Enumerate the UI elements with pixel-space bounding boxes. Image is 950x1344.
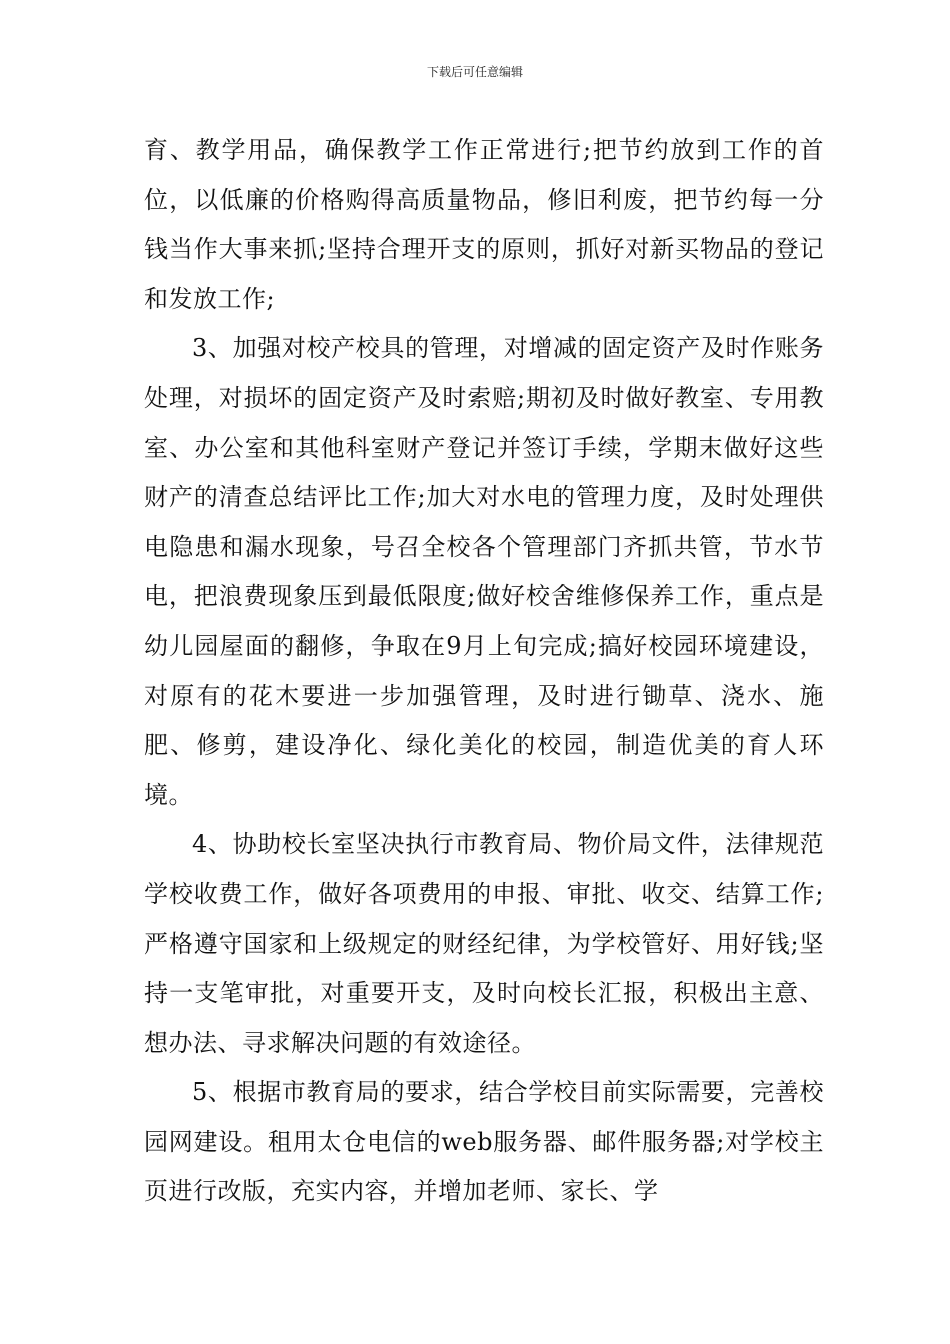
paragraph-item-5: 5、根据市教育局的要求，结合学校目前实际需要，完善校园网建设。租用太仓电信的web服务器、邮件服务器;对学校主页进行改版，充实内容，并增加老师、家长、学 [144, 1078, 824, 1206]
document-body [144, 126, 824, 1217]
paragraph-item-3: 3、加强对校产校具的管理，对增减的固定资产及时作账务处理，对损坏的固定资产及时索赔;期初及时做好教室、专用教室、办公室和其他科室财产登记并签订手续，学期末做好这些财产的清查总结评比工作;加大对水电的管理力度，及时处理供电隐患和漏水现象，号召全校各个管理部门齐抓共管，节水节电，把浪费现象压到最低限度;做好校舍维修保养工作，重点是幼儿园屋面的翻修，争取在9月上旬完成;搞好校园环境建设，对原有的花木要进一步加强管理，及时进行锄草、浇水、施肥、修剪，建设净化、绿化美化的校园，制造优美的育人环境。 [144, 334, 824, 809]
paragraph-item-4: 4、协助校长室坚决执行市教育局、物价局文件，法律规范学校收费工作，做好各项费用的申报、审批、收交、结算工作;严格遵守国家和上级规定的财经纪律，为学校管好、用好钱;坚持一支笔审批，对重要开支，及时向校长汇报，积极出主意、想办法、寻求解决问题的有效途径。 [144, 830, 824, 1057]
paragraph-continuation: 育、教学用品，确保教学工作正常进行;把节约放到工作的首位，以低廉的价格购得高质量物品，修旧利废，把节约每一分钱当作大事来抓;坚持合理开支的原则，抓好对新买物品的登记和发放工作; [144, 136, 824, 313]
page-header-note: 下载后可任意编辑 [426, 65, 523, 79]
